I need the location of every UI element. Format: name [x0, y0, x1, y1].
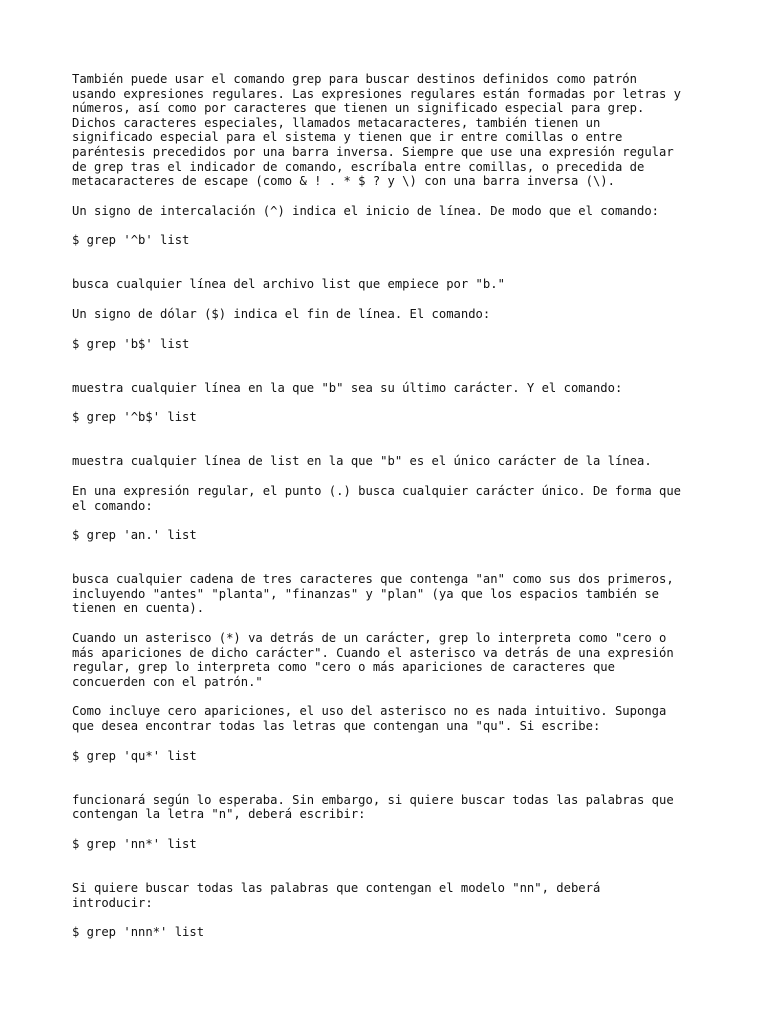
text-line: más apariciones de dicho carácter". Cuando el asterisco va detrás de una expresión — [72, 645, 674, 660]
command-example-dot: $ grep 'an.' list — [72, 528, 197, 543]
text-line: el comando: — [72, 498, 153, 513]
text-line: Como incluye cero apariciones, el uso del asterisco no es nada intuitivo. Suponga — [72, 704, 667, 719]
dot-intro-paragraph — [72, 484, 708, 513]
text-line: busca cualquier cadena de tres caracteres que contenga "an" como sus dos primeros, — [72, 572, 674, 587]
text-line: metacaracteres de escape (como & ! . * $ ? y \) con una barra inversa (\). — [72, 174, 615, 189]
text-line: de grep tras el indicador de comando, escríbala entre comillas, o precedida de — [72, 159, 645, 174]
text-line: contengan la letra "n", deberá escribir: — [72, 807, 366, 822]
text-line: Dichos caracteres especiales, llamados metacaracteres, también tienen un — [72, 115, 601, 130]
caret-intro-paragraph: Un signo de intercalación (^) indica el inicio de línea. De modo que el comando: — [72, 203, 659, 218]
text-line: que desea encontrar todas las letras que contengan una "qu". Si escribe: — [72, 719, 601, 734]
caret-result-paragraph: busca cualquier línea del archivo list que empiece por "b." — [72, 277, 505, 292]
dollar-result-paragraph: muestra cualquier línea en la que "b" sea su último carácter. Y el comando: — [72, 380, 623, 395]
intro-paragraph — [72, 72, 708, 189]
both-result-paragraph: muestra cualquier línea de list en la que "b" es el único carácter de la línea. — [72, 454, 652, 469]
document-page — [72, 72, 708, 940]
command-example-qu: $ grep 'qu*' list — [72, 748, 197, 763]
dollar-intro-paragraph: Un signo de dólar ($) indica el fin de línea. El comando: — [72, 307, 491, 322]
text-line: Si quiere buscar todas las palabras que contengan el modelo "nn", deberá — [72, 881, 601, 895]
text-line: usando expresiones regulares. Las expresiones regulares están formadas por letras y — [72, 86, 682, 101]
text-line: introducir: — [72, 895, 153, 910]
text-line: También puede usar el comando grep para buscar destinos definidos como patrón — [72, 72, 637, 86]
text-line: Cuando un asterisco (*) va detrás de un carácter, grep lo interpreta como "cero o — [72, 631, 667, 646]
nn-result-paragraph — [72, 881, 708, 910]
text-line: incluyendo "antes" "planta", "finanzas" y "plan" (ya que los espacios también se — [72, 586, 659, 601]
qu-result-paragraph — [72, 793, 708, 822]
command-example-nn: $ grep 'nn*' list — [72, 836, 197, 851]
text-line: significado especial para el sistema y tienen que ir entre comillas o entre — [72, 130, 623, 145]
text-line: números, así como por caracteres que tienen un significado especial para grep. — [72, 101, 645, 116]
text-line: regular, grep lo interpreta como "cero o más apariciones de caracteres que — [72, 660, 615, 675]
text-line: tienen en cuenta). — [72, 601, 205, 616]
asterisk-paragraph — [72, 631, 708, 689]
command-example-both: $ grep '^b$' list — [72, 410, 197, 425]
text-line: funcionará según lo esperaba. Sin embargo, si quiere buscar todas las palabras que — [72, 792, 674, 807]
dot-result-paragraph — [72, 572, 708, 616]
command-example-dollar: $ grep 'b$' list — [72, 336, 190, 351]
text-line: paréntesis precedidos por una barra inversa. Siempre que use una expresión regular — [72, 144, 674, 159]
text-line: concuerden con el patrón." — [72, 674, 263, 689]
command-example-caret: $ grep '^b' list — [72, 233, 190, 248]
command-example-nnn: $ grep 'nnn*' list — [72, 925, 205, 940]
text-line: En una expresión regular, el punto (.) busca cualquier carácter único. De forma que — [72, 484, 682, 498]
zero-occurrences-paragraph — [72, 704, 708, 733]
